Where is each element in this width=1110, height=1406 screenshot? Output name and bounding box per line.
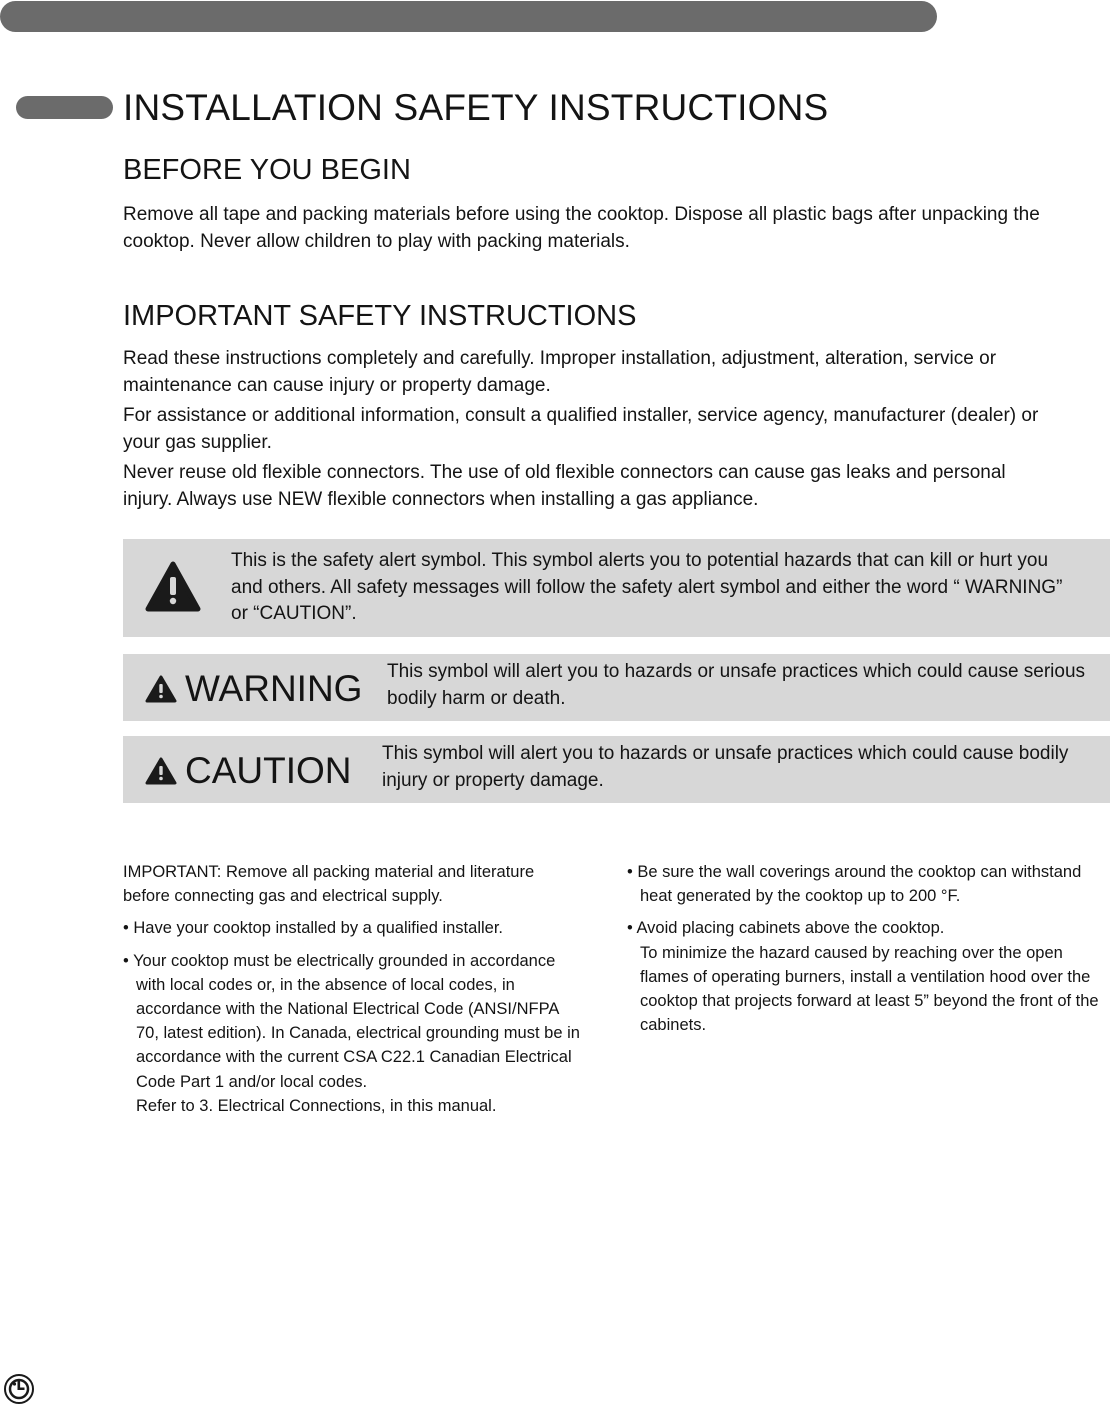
important-safety-heading: IMPORTANT SAFETY INSTRUCTIONS xyxy=(123,300,637,332)
important-safety-paragraph: Never reuse old flexible connectors. The use of old flexible connectors can cause gas leaks and personal injury. Always use NEW flexible connectors when installing a gas appliance. xyxy=(123,462,1006,510)
warning-triangle-icon xyxy=(145,757,177,786)
refer-line: Refer to 3. Electrical Connections, in this manual. xyxy=(136,1096,497,1115)
ventilation-note: To minimize the hazard caused by reaching over the open flames of operating burners, install a ventilation hood over the cooktop that projects forward at least 5” beyond the front of the cabinets. xyxy=(640,943,1099,1035)
before-you-begin-heading: BEFORE YOU BEGIN xyxy=(123,154,411,186)
header-bar xyxy=(0,1,937,32)
important-safety-paragraph: For assistance or additional information, consult a qualified installer, service agency, manufacturer (dealer) or your gas supplier. xyxy=(123,405,1039,453)
warning-box xyxy=(123,654,1110,721)
safety-alert-text: This is the safety alert symbol. This symbol alerts you to potential hazards that can kill or hurt you and others. All safety messages will follow the safety alert symbol and either the word “ WARNING” or “CAUTION”. xyxy=(231,550,1063,624)
caution-box xyxy=(123,736,1110,803)
warning-triangle-icon xyxy=(145,675,177,704)
page-title: INSTALLATION SAFETY INSTRUCTIONS xyxy=(123,87,829,128)
warning-signal-word xyxy=(145,664,362,714)
important-safety-paragraph: Read these instructions completely and carefully. Improper installation, adjustment, alteration, service or maintenance can cause injury or property damage. xyxy=(123,348,997,396)
warning-label: WARNING xyxy=(185,668,363,709)
list-item: • Avoid placing cabinets above the cooktop. xyxy=(627,919,945,938)
before-you-begin-text: Remove all tape and packing materials before using the cooktop. Dispose all plastic bags after unpacking the cooktop. Never allow children to play with packing materials. xyxy=(123,204,1040,252)
section-marker-pill xyxy=(16,96,113,119)
list-item: • Your cooktop must be electrically grounded in accordance with local codes or, in the absence of local codes, in accordance with the National Electrical Code (ANSI/NFPA 70, latest edition). In Canada, electrical grounding must be in accordance with the current CSA C22.1 Canadian Electrical Code Part 1 and/or local codes. xyxy=(123,951,580,1091)
right-column xyxy=(627,860,1102,1045)
safety-alert-box xyxy=(123,539,1110,637)
caution-signal-word xyxy=(145,746,352,796)
warning-text: This symbol will alert you to hazards or unsafe practices which could cause serious bodily harm or death. xyxy=(387,661,1086,709)
left-column xyxy=(123,860,583,1126)
caution-label: CAUTION xyxy=(185,750,352,791)
list-item: • Be sure the wall coverings around the cooktop can withstand heat generated by the cooktop up to 200 °F. xyxy=(627,863,1082,906)
lg-logo-icon xyxy=(4,1374,34,1404)
important-note: IMPORTANT: Remove all packing material and literature before connecting gas and electrical supply. xyxy=(123,863,535,906)
warning-triangle-icon xyxy=(145,561,201,613)
caution-text: This symbol will alert you to hazards or unsafe practices which could cause bodily injury or property damage. xyxy=(382,743,1069,791)
list-item: • Have your cooktop installed by a qualified installer. xyxy=(123,919,503,938)
